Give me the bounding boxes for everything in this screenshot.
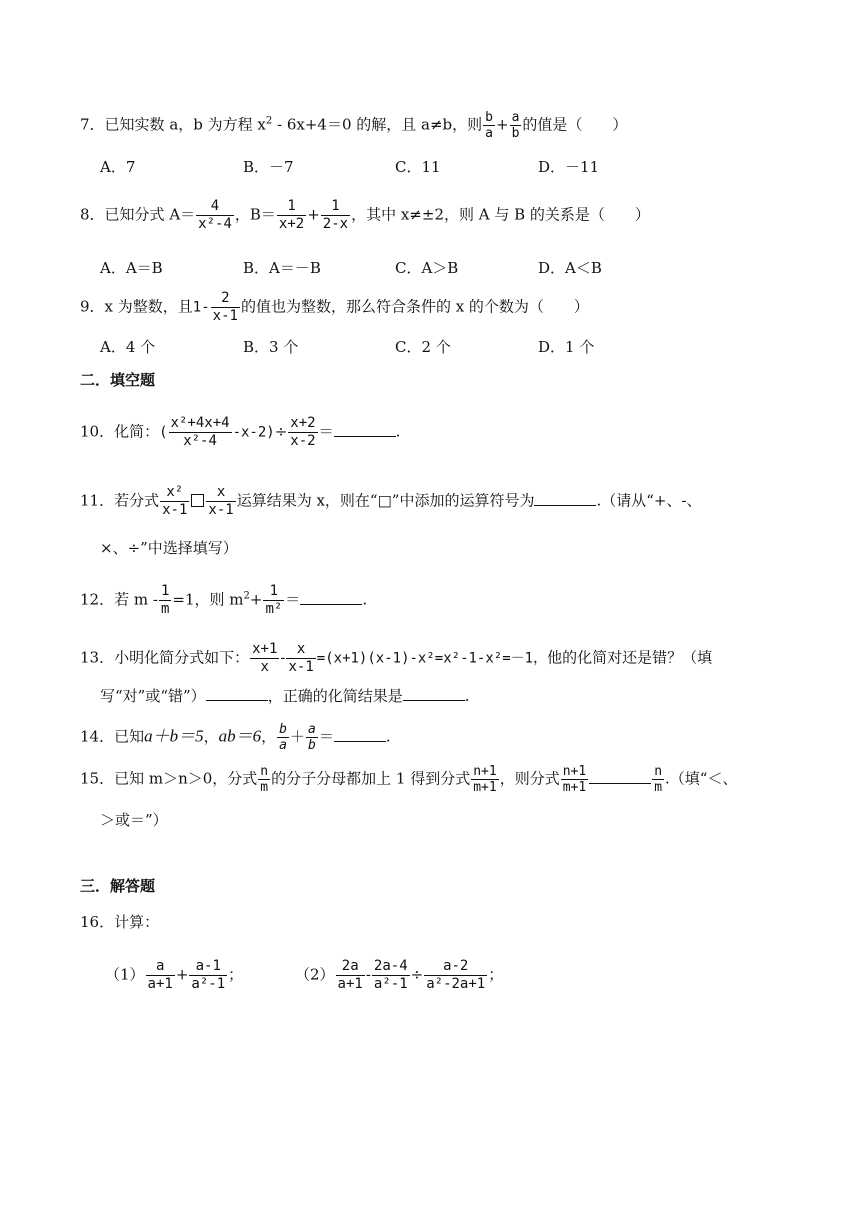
question-8 [80,198,650,233]
fraction-n-plus-1-over-m-plus-1-compare [561,764,588,795]
fraction-x-plus-2-over-x-minus-2 [288,415,317,450]
question-text: =1，则 m [172,590,244,609]
equation-a-plus-b: a＋b＝5 [144,726,204,746]
fraction-1-over-m-squared [263,583,284,618]
question-15 [80,764,737,795]
superscript: 2 [243,590,250,602]
fraction-x-over-x-minus-1 [206,484,235,519]
option-b: B．A＝－B [243,259,321,277]
denominator: m [654,780,663,795]
question-11 [80,484,702,519]
denominator: b [511,126,520,141]
answer-blank[interactable] [334,422,396,437]
fraction-a-minus-2-over-a2-minus-2a-plus-1 [424,958,487,993]
question-text: 的值是（ ） [522,115,628,134]
comma: ， [261,727,277,746]
denominator: a²-1 [191,976,226,992]
denominator: b [307,738,316,753]
fraction-x-over-x-minus-1 [286,641,315,676]
period: . [395,422,401,441]
answer-blank[interactable] [334,727,386,742]
plus-sign: + [495,115,509,134]
numerator: 1 [263,583,284,601]
question-8-options [0,257,860,279]
question-text: 若分式 [114,491,160,510]
superscript: 2 [265,115,273,127]
question-text: ，正确的化简结果是 [267,687,403,705]
denominator: m [260,780,269,795]
denominator: m+1 [473,780,497,795]
denominator: x+2 [278,216,305,232]
question-number: 12． [80,590,115,609]
numerator: a-2 [424,958,487,976]
question-text: 化简： [114,422,160,441]
period: . [464,687,470,705]
part-label: （1） [105,965,145,984]
option-d: D．A＜B [538,259,602,277]
semicolon: ； [228,965,244,984]
divide-sign: ÷ [410,965,424,984]
denominator: x²-4 [183,433,217,449]
question-number: 14． [80,727,115,746]
fraction-a-over-b [306,722,318,753]
denominator: m+1 [562,780,587,795]
numerator: 2a [336,958,365,976]
question-13 [80,641,712,676]
denominator: x-1 [208,502,234,518]
fraction-a-over-a-plus-1 [146,958,175,993]
fraction-n-over-m-compare [652,764,664,795]
denominator: a²-2a+1 [426,976,486,992]
question-number: 15． [80,769,115,788]
fraction-1-over-m [159,583,171,618]
denominator: m² [265,601,283,617]
question-number: 9． [80,297,105,316]
section-heading-solutions: 三．解答题 [80,877,156,895]
minus-sign: - [365,965,371,984]
numerator: 1 [160,583,170,599]
question-text: 小明化简分式如下： [114,648,250,667]
fraction-1-over-x-plus-2 [277,198,306,233]
plus-sign: + [175,965,189,984]
fraction-a-over-b [510,110,522,141]
semicolon: ； [488,965,504,984]
period: . [385,727,391,746]
question-number: 7． [80,115,105,134]
equation-ab: ab＝6 [218,726,262,746]
numerator: x [286,641,315,659]
question-text: - 6x+4＝0 的解，且 a≠b，则 [272,115,483,134]
question-16 [80,912,159,932]
question-number: 11． [80,491,115,510]
question-text: 已知分式 A＝ [104,205,196,224]
question-text: .（填“＜、 [665,769,738,788]
period: . [362,590,368,609]
numerator: a [146,958,175,976]
answer-blank-right-wrong[interactable] [206,686,268,701]
one-minus: 1- [192,299,210,316]
fraction-b-over-a [483,110,495,141]
fraction-x2-4x-4 [169,415,232,450]
plus-sign: + [307,205,320,224]
option-b: B．3 个 [243,338,299,356]
numerator: n+1 [562,764,587,779]
denominator: x-1 [162,502,188,518]
option-c: C．2 个 [395,338,451,356]
numerator: 1 [277,198,306,216]
numerator: n+1 [473,764,497,779]
numerator: n [260,764,269,779]
numerator: a-1 [189,958,227,976]
question-7-options [0,156,860,178]
question-number: 16． [80,913,115,931]
denominator: a [279,738,287,753]
fraction-n-plus-1-over-m-plus-1 [471,764,498,795]
question-text: ，其中 x≠±2，则 A 与 B 的关系是（ ） [351,205,650,224]
question-text: 的分子分母都加上 1 得到分式 [271,769,471,788]
plus-sign: + [249,590,263,609]
numerator: 4 [196,198,234,216]
question-text: ，B＝ [234,205,276,224]
question-text: .（请从“+、-、 [596,491,702,510]
question-number: 8． [80,205,105,224]
question-13-line-2 [100,686,469,706]
question-number: 13． [80,648,115,667]
expression-part: -x-2) [232,424,275,441]
option-d: D．－11 [538,158,600,176]
question-text: 若 m - [114,590,158,609]
fraction-n-over-m [258,764,270,795]
divide-sign: ÷ [274,422,288,441]
question-text: 运算结果为 x，则在“□”中添加的运算符号为 [236,491,535,510]
question-7 [80,110,627,141]
fraction-2a-minus-4-over-a2-minus-1 [372,958,410,993]
numerator: 1 [321,198,350,216]
denominator: x-1 [212,308,238,324]
simplification-expression: =(x+1)(x-1)-x²=x²-1-x²=－1， [316,650,548,667]
numerator: x+1 [252,641,278,657]
numerator: b [279,722,287,737]
question-text: 他的化简对还是错？（填 [547,648,713,667]
question-text: 已知 m＞n＞0，分式 [114,769,258,788]
question-12 [80,583,367,618]
question-10 [80,415,400,450]
question-text: 已知 [114,727,145,746]
denominator: a [485,126,493,141]
denominator: x²-4 [198,216,232,232]
comma: ， [203,727,219,746]
option-a: A．A＝B [100,259,163,277]
answer-blank[interactable] [534,491,596,506]
denominator: x [260,659,269,675]
fraction-A [196,198,234,233]
question-11-line-2: ×、÷”中选择填写） [100,539,238,557]
option-a: A．4 个 [100,338,156,356]
operator-box [191,494,204,507]
question-text: 已知实数 a，b 为方程 x [104,115,266,134]
open-paren: ( [159,424,168,441]
question-text: 写“对”或“错”） [100,687,206,705]
denominator: 2-x [322,216,349,232]
numerator: x [206,484,235,502]
question-16-part-2 [295,958,503,993]
answer-blank-result[interactable] [403,686,465,701]
fraction-2a-over-a-plus-1 [336,958,365,993]
numerator: n [654,764,663,779]
numerator: x² [160,484,189,502]
question-number: 10． [80,422,115,441]
fraction-2-over-x-minus-1 [211,290,240,325]
fraction-1-over-2-minus-x [321,198,350,233]
question-16-part-1 [105,958,243,993]
question-text: ，则分式 [499,769,560,788]
numerator: a [511,110,520,125]
numerator: b [485,110,493,125]
denominator: x-1 [288,659,314,675]
option-c: C．A＞B [395,259,459,277]
question-text: x 为整数，且 [104,297,193,316]
question-text: 计算： [114,913,160,931]
denominator: a²-1 [373,976,408,992]
fraction-a-minus-1-over-a2-minus-1 [189,958,227,993]
option-c: C．11 [395,158,441,176]
fraction-x-plus-1-over-x [250,641,279,676]
numerator: 2 [211,290,240,308]
denominator: x-2 [290,433,316,449]
denominator: m [160,601,170,617]
option-b: B．－7 [243,158,294,176]
numerator: x+2 [290,415,316,431]
plus-sign: ＋ [289,727,305,746]
denominator: a+1 [147,976,173,992]
numerator: 2a-4 [373,958,408,974]
numerator: a [307,722,316,737]
question-14 [80,722,391,753]
question-9 [80,290,589,325]
answer-blank[interactable] [589,769,651,784]
question-text: 的值也为整数，那么符合条件的 x 的个数为（ ） [240,297,589,316]
fraction-b-over-a [277,722,289,753]
question-15-line-2: ＞或＝”） [100,811,168,829]
answer-blank[interactable] [300,590,362,605]
equals-sign: ＝ [318,727,334,746]
denominator: a+1 [337,976,363,992]
option-a: A．7 [100,158,136,176]
section-heading-fill-in: 二．填空题 [80,371,156,389]
minus-sign: - [280,648,286,667]
equals-sign: ＝ [318,422,334,441]
fraction-x2-over-x-minus-1 [160,484,189,519]
question-9-options [0,336,860,358]
part-label: （2） [295,965,335,984]
numerator: x²+4x+4 [170,415,230,431]
option-d: D．1 个 [538,338,595,356]
equals-sign: ＝ [285,590,301,609]
